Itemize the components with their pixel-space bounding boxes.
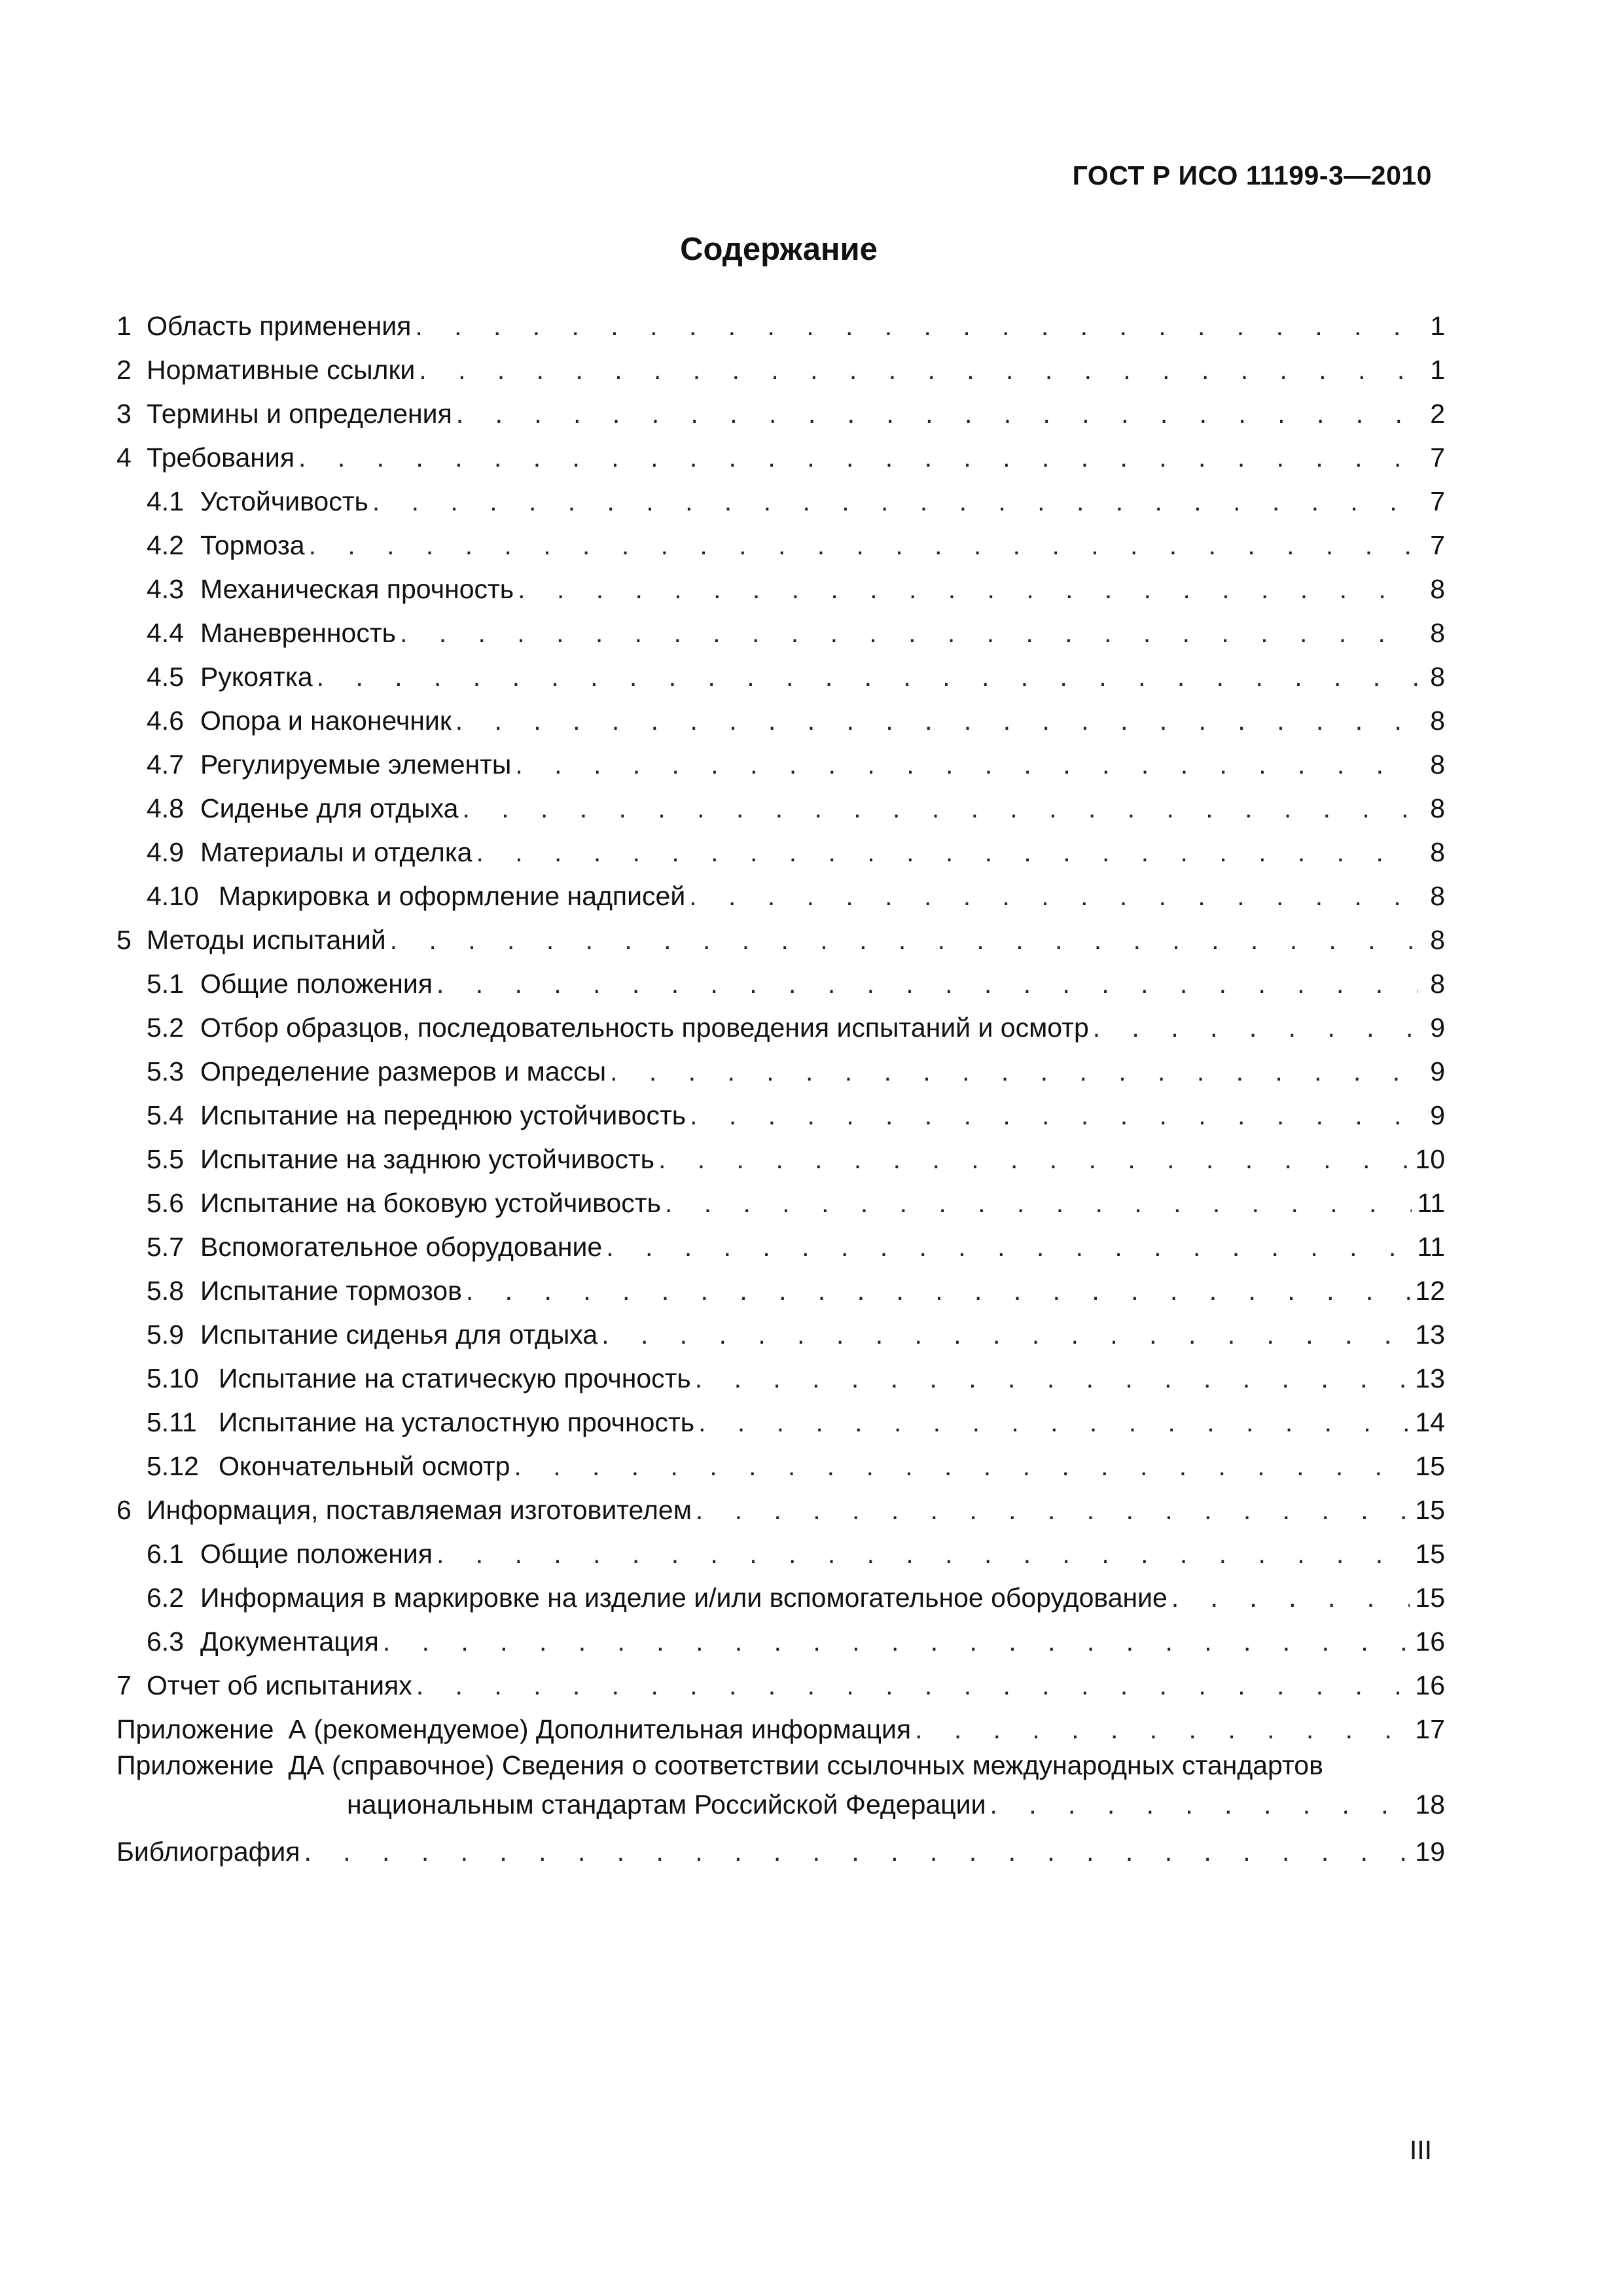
toc-entry-title: Определение размеров и массы (200, 1056, 607, 1086)
toc-entry-title: Маркировка и оформление надписей (219, 881, 686, 911)
toc-entry[interactable] (116, 1395, 1445, 1439)
toc-entry-title: Испытание на заднюю устойчивость (200, 1144, 654, 1174)
toc-entry-page: 9 (1430, 1100, 1445, 1130)
toc-entry-title: Испытание на боковую устойчивость (200, 1188, 661, 1218)
toc-entry-number: 2 (116, 355, 132, 385)
dot-leader (466, 1274, 1410, 1307)
toc-entry-title: Опора и наконечник (200, 706, 452, 736)
toc-entry-number: 5.8 (147, 1276, 184, 1306)
toc-entry-title: Информация в маркировке на изделие и/или вспомогательное оборудование (200, 1583, 1168, 1613)
dot-leader (689, 880, 1418, 912)
dot-leader (456, 397, 1418, 430)
toc-entry[interactable] (116, 342, 1445, 386)
toc-entry-number: 5.7 (147, 1232, 184, 1262)
toc-entry-number: 4.4 (147, 618, 184, 648)
toc-entry-page: 8 (1430, 925, 1445, 955)
toc-entry-title: Тормоза (200, 530, 305, 560)
toc-entry-number: 4.6 (147, 706, 184, 736)
dot-leader (990, 1785, 1410, 1824)
dot-leader (437, 1537, 1410, 1570)
toc-entry[interactable] (116, 1439, 1445, 1482)
toc-entry[interactable] (116, 1526, 1445, 1570)
toc-entry-page: 8 (1430, 706, 1445, 736)
toc-entry-number: 6.3 (147, 1626, 184, 1657)
toc-entry-title: Испытание на усталостную прочность (219, 1407, 695, 1437)
toc-entry[interactable] (116, 386, 1445, 430)
toc-entry-page: 8 (1430, 574, 1445, 604)
dot-leader (462, 792, 1418, 825)
toc-entry-number: 5.9 (147, 1319, 184, 1350)
toc-entry[interactable] (116, 298, 1445, 342)
dot-leader (658, 1143, 1410, 1175)
toc-entry[interactable] (116, 912, 1445, 956)
toc-bibliography[interactable] (116, 1824, 1445, 1868)
toc-entry-title: Требования (147, 442, 295, 473)
appendix-first-line (116, 1746, 1445, 1785)
toc-entry[interactable] (116, 737, 1445, 781)
toc-entry-title: Устойчивость (200, 486, 368, 516)
toc-entry[interactable] (116, 1482, 1445, 1526)
toc-entry-number: 5.5 (147, 1144, 184, 1174)
toc-entry-page: 16 (1415, 1670, 1445, 1700)
toc-entry-title: Маневренность (200, 618, 396, 648)
toc-entry-number: 1 (116, 311, 132, 341)
dot-leader (610, 1055, 1418, 1088)
toc-entry-page: 18 (1415, 1789, 1445, 1820)
toc-entry-number: 4.5 (147, 662, 184, 692)
toc-entry-number: 5.3 (147, 1056, 184, 1086)
toc-entry[interactable] (116, 693, 1445, 737)
dot-leader (518, 573, 1418, 605)
toc-entry-number: 4.1 (147, 486, 184, 516)
toc-entry-page: 17 (1415, 1714, 1445, 1744)
dot-leader (1093, 1011, 1418, 1044)
toc-entry[interactable] (116, 781, 1445, 825)
toc-entry-title: Вспомогательное оборудование (200, 1232, 603, 1262)
toc-title: Содержание (680, 232, 878, 267)
toc-entry-title: Регулируемые элементы (200, 749, 512, 780)
toc-entry-page: 11 (1417, 1188, 1445, 1218)
toc-entry-page: 8 (1430, 618, 1445, 648)
toc-entry-number: 4.10 (147, 881, 199, 911)
appendix-prefix: Приложение (116, 1750, 274, 1780)
toc-entry-page: 8 (1430, 749, 1445, 780)
toc-entry[interactable] (116, 1175, 1445, 1219)
toc-entry-number: 3 (116, 399, 132, 429)
toc-entry-title: Испытание на статическую прочность (219, 1363, 691, 1393)
dot-leader (309, 529, 1418, 562)
toc-entry-page: 8 (1430, 662, 1445, 692)
dot-leader (915, 1713, 1410, 1746)
dot-leader (416, 1669, 1410, 1702)
dot-leader (690, 1099, 1418, 1132)
toc-entry[interactable] (116, 956, 1445, 1000)
toc-entry-number: 5.6 (147, 1188, 184, 1218)
appendix-prefix: Приложение (116, 1714, 274, 1744)
toc-entry[interactable] (116, 562, 1445, 605)
toc-entry-title: Документация (200, 1626, 379, 1657)
toc-entry-page: 13 (1415, 1319, 1445, 1350)
toc-entry-title: Отбор образцов, последовательность проведения испытаний и осмотр (200, 1013, 1089, 1043)
dot-leader (390, 924, 1418, 956)
dot-leader (1171, 1581, 1410, 1614)
toc-entry[interactable] (116, 825, 1445, 869)
dot-leader (698, 1406, 1410, 1439)
toc-entry[interactable] (116, 869, 1445, 912)
toc-entry[interactable] (116, 1000, 1445, 1044)
toc-entry-number: 5.2 (147, 1013, 184, 1043)
toc-entry-number: 4.2 (147, 530, 184, 560)
toc-entry[interactable] (116, 430, 1445, 474)
toc-entry-title: Материалы и отделка (200, 837, 473, 867)
toc-appendix-a[interactable] (116, 1702, 1445, 1746)
toc-entry[interactable] (116, 1658, 1445, 1702)
toc-entry[interactable] (116, 1351, 1445, 1395)
toc-entry-number: 6.1 (147, 1539, 184, 1569)
dot-leader (455, 704, 1418, 737)
toc-entry-title: Информация, поставляемая изготовителем (147, 1495, 692, 1525)
bibliography-title: Библиография (116, 1837, 300, 1867)
toc-entry-page: 15 (1415, 1583, 1445, 1613)
toc-entry-page: 15 (1415, 1495, 1445, 1525)
toc-entry-number: 4.8 (147, 793, 184, 823)
appendix-second-line (116, 1785, 1445, 1824)
page-number: III (1409, 2135, 1432, 2165)
toc-entry[interactable] (116, 1307, 1445, 1351)
toc-entry-page: 1 (1430, 355, 1445, 385)
toc-entry-page: 9 (1430, 1013, 1445, 1043)
toc-entry-title: Общие положения (200, 969, 433, 999)
dot-leader (696, 1494, 1410, 1526)
dot-leader (695, 1362, 1410, 1395)
dot-leader (317, 660, 1418, 693)
toc-entry-page: 15 (1415, 1539, 1445, 1569)
toc-entry-title: Отчет об испытаниях (147, 1670, 412, 1700)
toc-entry-number: 5.10 (147, 1363, 199, 1393)
toc-entry-number: 4 (116, 442, 132, 473)
toc-entry[interactable] (116, 474, 1445, 518)
appendix-title: А (рекомендуемое) Дополнительная информация (288, 1714, 912, 1744)
toc-entry-title: Испытание тормозов (200, 1276, 462, 1306)
dot-leader (372, 485, 1418, 518)
toc-entry-number: 4.7 (147, 749, 184, 780)
toc-entry-title: Методы испытаний (147, 925, 386, 955)
dot-leader (665, 1187, 1412, 1219)
toc-entry-number: 6 (116, 1495, 132, 1525)
toc-entry-number: 7 (116, 1670, 132, 1700)
dot-leader (515, 748, 1418, 781)
toc-entry[interactable] (116, 605, 1445, 649)
toc-appendix-da[interactable] (116, 1746, 1445, 1824)
toc-entry-number: 5.1 (147, 969, 184, 999)
toc-entry-number: 4.9 (147, 837, 184, 867)
appendix-title-continued: национальным стандартам Российской Федерации (347, 1789, 986, 1820)
toc-entry-page: 19 (1415, 1837, 1445, 1867)
toc-entry[interactable] (116, 1088, 1445, 1132)
toc-entry[interactable] (116, 518, 1445, 562)
toc-entry-page: 2 (1430, 399, 1445, 429)
toc-entry[interactable] (116, 1570, 1445, 1614)
toc-entry-page: 8 (1430, 969, 1445, 999)
dot-leader (476, 836, 1418, 869)
dot-leader (304, 1835, 1410, 1868)
toc-entry-number: 4.3 (147, 574, 184, 604)
toc-entry-number: 6.2 (147, 1583, 184, 1613)
toc-entry-page: 16 (1415, 1626, 1445, 1657)
toc-entry-title: Область применения (147, 311, 412, 341)
dot-leader (298, 441, 1418, 474)
toc-entry-page: 8 (1430, 881, 1445, 911)
dot-leader (400, 617, 1418, 649)
toc-entry-title: Термины и определения (147, 399, 452, 429)
document-code: ГОСТ Р ИСО 11199-3—2010 (1072, 160, 1432, 190)
toc-entry-page: 8 (1430, 793, 1445, 823)
appendix-title: ДА (справочное) Сведения о соответствии ссылочных международных стандартов (288, 1750, 1323, 1780)
toc-entry-page: 9 (1430, 1056, 1445, 1086)
toc-entry-title: Окончательный осмотр (219, 1451, 510, 1481)
dot-leader (606, 1230, 1412, 1263)
toc-entry-title: Испытание на переднюю устойчивость (200, 1100, 687, 1130)
toc-entry-page: 13 (1415, 1363, 1445, 1393)
toc-entry[interactable] (116, 1132, 1445, 1175)
toc-entry-page: 1 (1430, 311, 1445, 341)
toc-entry-title: Механическая прочность (200, 574, 514, 604)
toc-entry-number: 5.11 (147, 1407, 197, 1437)
toc-entry-page: 11 (1417, 1232, 1445, 1262)
toc-entry-page: 7 (1430, 530, 1445, 560)
toc-entry[interactable] (116, 1044, 1445, 1088)
toc-entry-title: Сиденье для отдыха (200, 793, 459, 823)
toc-entry-title: Рукоятка (200, 662, 313, 692)
toc-entry[interactable] (116, 1219, 1445, 1263)
toc-entry[interactable] (116, 1614, 1445, 1658)
dot-leader (383, 1625, 1410, 1658)
toc-entry-number: 5 (116, 925, 132, 955)
toc-entry-title: Общие положения (200, 1539, 433, 1569)
toc-entry-page: 10 (1415, 1144, 1445, 1174)
dot-leader (514, 1450, 1410, 1482)
toc-entry-number: 5.4 (147, 1100, 184, 1130)
toc-entry-title: Нормативные ссылки (147, 355, 416, 385)
toc-entry[interactable] (116, 649, 1445, 693)
toc-entry-number: 5.12 (147, 1451, 199, 1481)
dot-leader (419, 353, 1418, 386)
toc-entry-page: 8 (1430, 837, 1445, 867)
toc-entry-page: 14 (1415, 1407, 1445, 1437)
toc-entry-page: 12 (1415, 1276, 1445, 1306)
table-of-contents (116, 298, 1445, 1868)
toc-entry-page: 7 (1430, 442, 1445, 473)
toc-entry-page: 7 (1430, 486, 1445, 516)
toc-entry-title: Испытание сиденья для отдыха (200, 1319, 598, 1350)
dot-leader (415, 310, 1418, 342)
dot-leader (601, 1318, 1410, 1351)
dot-leader (437, 967, 1418, 1000)
toc-entry-page: 15 (1415, 1451, 1445, 1481)
toc-entry[interactable] (116, 1263, 1445, 1307)
